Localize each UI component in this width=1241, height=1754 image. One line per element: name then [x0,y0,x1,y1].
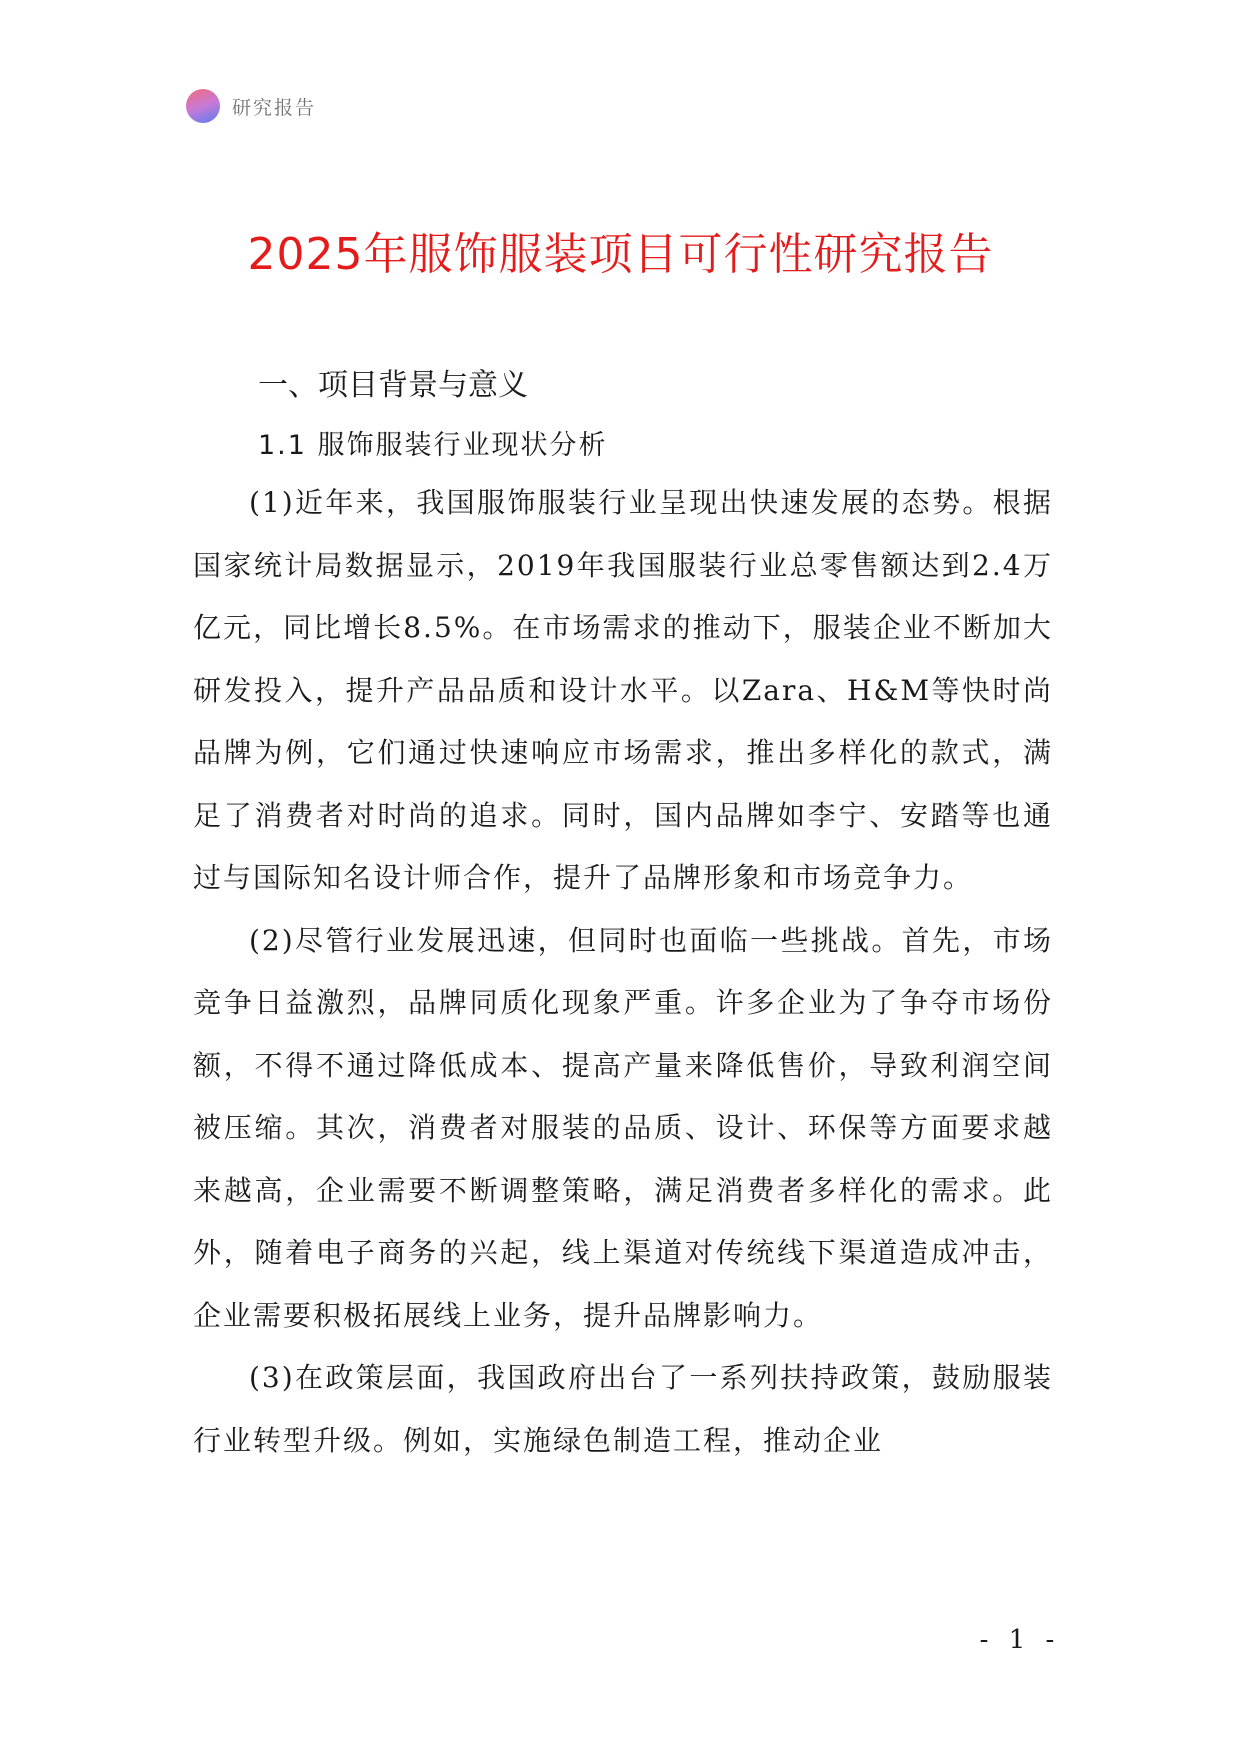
paragraph-2: (2)尽管行业发展迅速，但同时也面临一些挑战。首先，市场竞争日益激烈，品牌同质化现象严重。许多企业为了争夺市场份额，不得不通过降低成本、提高产量来降低售价，导致利润空间被压缩。其次，消费者对服装的品质、设计、环保等方面要求越来越高，企业需要不断调整策略，满足消费者多样化的需求。此外，随着电子商务的兴起，线上渠道对传统线下渠道造成冲击，企业需要积极拓展线上业务，提升品牌影响力。 [193,923,1053,1332]
paragraph-1: (1)近年来，我国服饰服装行业呈现出快速发展的态势。根据国家统计局数据显示，2019年我国服装行业总零售额达到2.4万亿元，同比增长8.5%。在市场需求的推动下，服装企业不断加大研发投入，提升产品品质和设计水平。以Zara、H&M等快时尚品牌为例，它们通过快速响应市场需求，推出多样化的款式，满足了消费者对时尚的追求。同时，国内品牌如李宁、安踏等也通过与国际知名设计师合作，提升了品牌形象和市场竞争力。 [193,486,1053,894]
page-header [186,88,316,124]
paragraph-3: (3)在政策层面，我国政府出台了一系列扶持政策，鼓励服装行业转型升级。例如，实施绿色制造工程，推动企业 [193,1361,1053,1457]
section-heading: 一、项目背景与意义 [258,368,528,403]
report-logo-icon [186,89,220,123]
subsection-heading: 1.1 服饰服装行业现状分析 [258,430,608,461]
header-label: 研究报告 [232,96,317,119]
document-title: 2025年服饰服装项目可行性研究报告 [247,229,994,280]
page-number: - 1 - [979,1625,1061,1655]
body-text [193,472,1053,1472]
